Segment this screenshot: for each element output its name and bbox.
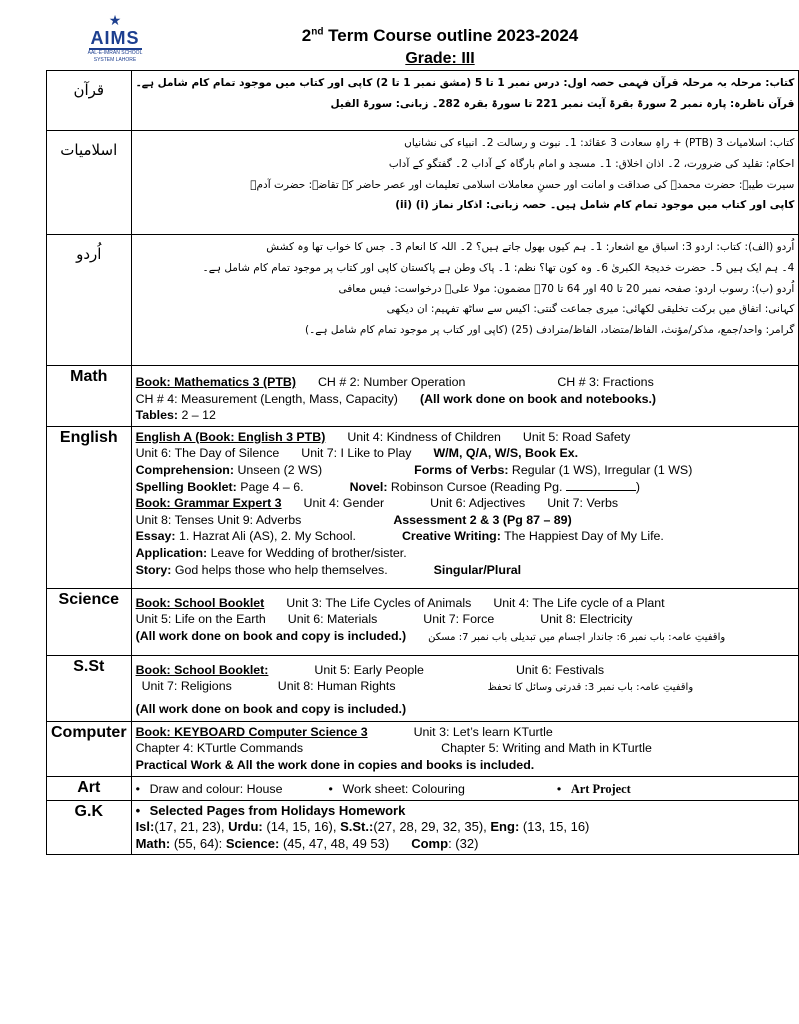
grade-heading: Grade: III	[405, 50, 475, 67]
logo-subtitle: AAL-E-IMRAN SCHOOL SYSTEM LAHORE	[87, 50, 143, 63]
islamiat-content: کتاب: اسلامیات 3 (PTB) + راہِ سعادت 3 عقائد: 1۔ نبوت و رسالت 2۔ انبیاء کی نشانیاں احکام: تقلید کی ضرورت، 2۔ اذان اخلاق: 1۔ مسجد و امام بارگاہ کے آداب 2۔ گفتگو کے آداب سیرت طیبہ: حضرت محمدؐ کی صداقت و امانت اور حسنِ معاملات اسلامی تعلیمات اور عصر حاضر کے تقاضے: حضرت آدمؑ کاپی اور کتاب میں موجود تمام کام شامل ہیں۔ حصہ زبانی: اذکار نماز (i) (ii)	[131, 131, 799, 235]
row-quran	[47, 71, 799, 131]
row-urdu	[47, 235, 799, 366]
science-content: Book: School Booklet Unit 3: The Life Cycles of Animals Unit 4: The Life cycle of a Plant Unit 5: Life on the Earth Unit 6: Materials Unit 7: Force Unit 8: Electricity (All work done on book and copy is included.) واقفیتِ عامہ: باب نمبر 6: جاندار اجسام میں تبدیلی باب نمبر 7: مسکن	[131, 588, 799, 655]
subject-islamiat: اسلامیات	[47, 131, 132, 235]
logo-text: AIMS	[90, 28, 140, 48]
computer-content: Book: KEYBOARD Computer Science 3 Unit 3: Let’s learn KTurtle Chapter 4: KTurtle Commands Chapter 5: Writing and Math in KTurtle Practical Work & All the work done in copies and books is included.	[131, 721, 799, 776]
subject-sst: S.St	[47, 655, 132, 721]
sst-content: Book: School Booklet: Unit 5: Early People Unit 6: Festivals Unit 7: Religions Unit 8: Human Rights واقفیتِ عامہ: باب نمبر 3: قدرتی وسائل کا تحفظ (All work done on book and copy is included.)	[131, 655, 799, 721]
subject-computer: Computer	[47, 721, 132, 776]
quran-content: کتاب: مرحلہ بہ مرحلہ قرآن فہمی حصہ اول: درس نمبر 1 تا 5 (مشق نمبر 1 تا 2) کاپی اور کتاب میں موجود تمام کام شامل ہے۔ قرآن ناظرہ: پارہ نمبر 2 سورۃ بقرۃ آیت نمبر 221 تا سورۃ بقرہ 282۔ زبانی: سورۃ الفیل	[131, 71, 799, 131]
subject-quran: قرآن	[47, 71, 132, 131]
course-outline-table	[46, 70, 799, 855]
school-logo	[78, 14, 152, 76]
row-art	[47, 776, 799, 800]
row-sst	[47, 655, 799, 721]
star-icon: ★	[108, 13, 122, 29]
art-content: • Draw and colour: House • Work sheet: Colouring • Art Project	[131, 776, 799, 800]
math-content: Book: Mathematics 3 (PTB) CH # 2: Number Operation CH # 3: Fractions CH # 4: Measurement (Length, Mass, Capacity) (All work done on book and notebooks.) Tables: 2 – 12	[131, 366, 799, 427]
page-title: 2nd Term Course outline 2023-2024	[301, 26, 579, 45]
subject-urdu: اُردو	[47, 235, 132, 366]
row-computer	[47, 721, 799, 776]
subject-math: Math	[47, 366, 132, 427]
row-english	[47, 426, 799, 588]
math-book: Book: Mathematics 3 (PTB)	[135, 375, 296, 389]
row-gk	[47, 800, 799, 855]
row-islamiat	[47, 131, 799, 235]
row-science	[47, 588, 799, 655]
subject-gk: G.K	[47, 800, 132, 855]
subject-science: Science	[47, 588, 132, 655]
subject-english: English	[47, 426, 132, 588]
subject-art: Art	[47, 776, 132, 800]
gk-content: • Selected Pages from Holidays Homework Isl:(17, 21, 23), Urdu: (14, 15, 16), S.St.:(27, 28, 29, 32, 35), Eng: (13, 15, 16) Math: (55, 64): Science: (45, 47, 48, 49 53) Comp: (32)	[131, 800, 799, 855]
urdu-content: اُردو (الف): کتاب: اردو 3: اسباق مع اشعار: 1۔ ہم کیوں بھول جاتے ہیں؟ 2۔ اللہ کا انعام 3۔ جس کا خواب تھا وہ کشش 4۔ ہم ایک ہیں 5۔ حضرت خدیجۃ الکبریٰ 6۔ وہ کون تھا؟ نظم: 1۔ پاک وطن ہے پاکستان کاپی اور کتاب پر موجود تمام کام شامل ہے۔ اُردو (ب): رسوب اردو: صفحہ نمبر 20 تا 40 اور 64 تا 70۔ مضمون: مولا علیؑ درخواست: فیس معافی کہانی: اتفاق میں برکت تخلیقی لکھائی: میری جماعت گنتی: اکیس سے ساٹھ تفہیم: ان دیکھی گرامر: واحد/جمع، مذکر/مؤنث، الفاظ/متضاد، الفاظ/مترادف (25) (کاپی اور کتاب پر موجود تمام کام شامل ہے۔)	[131, 235, 799, 366]
english-content: English A (Book: English 3 PTB) Unit 4: Kindness of Children Unit 5: Road Safety Unit 6: The Day of Silence Unit 7: I Like to Play W/M, Q/A, W/S, Book Ex. Comprehension: Unseen (2 WS) Forms of Verbs: Regular (1 WS), Irregular (1 WS) Spelling Booklet: Page 4 – 6. Novel: Robinson Cursoe (Reading Pg. ) Book: Grammar Expert 3 Unit 4: Gender Unit 6: Adjectives Unit 7: Verbs Unit 8: Tenses Unit 9: Adverbs Assessment 2 & 3 (Pg 87 – 89) Essay: 1. Hazrat Ali (AS), 2. My School. Creative Writing: The Happiest Day of My Life. Application: Leave for Wedding of brother/sister. Story: God helps those who help themselves. Singular/Plural	[131, 426, 799, 588]
row-math	[47, 366, 799, 427]
